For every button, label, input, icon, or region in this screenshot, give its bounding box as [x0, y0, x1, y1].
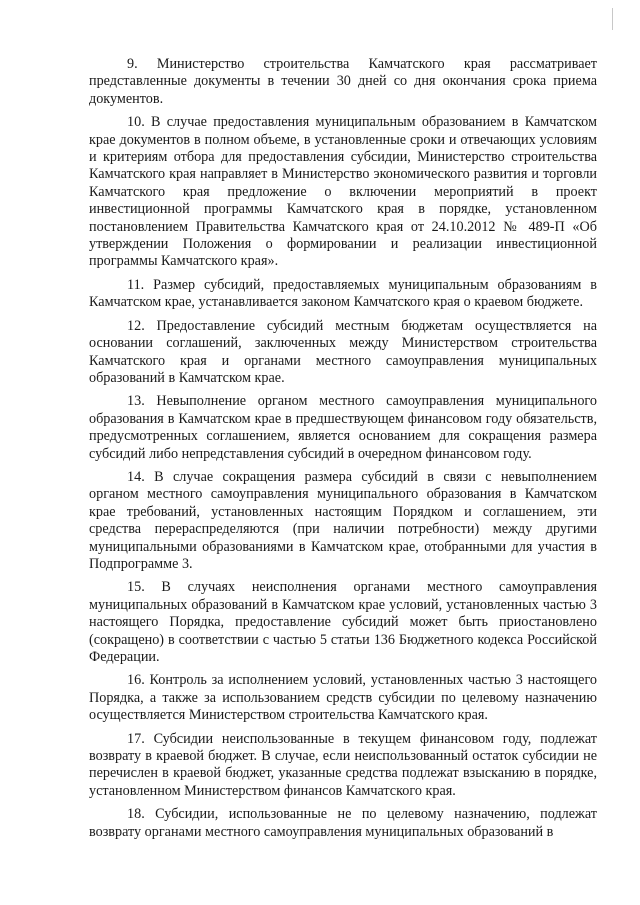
paragraph-16: 16. Контроль за исполнением условий, установленных частью 3 настоящего Порядка, а также за использованием средств субсидии по целевому назначению осуществляется Министерством строительства Камчатского края.	[89, 672, 597, 724]
paragraph-14: 14. В случае сокращения размера субсидий в связи с невыполнением органом местного самоуправления муниципального образования в Камчатском крае требований, установленных настоящим Порядком и соглашением, эти средства перераспределяются (при наличии потребности) между другими муниципальными образованиями в Камчатском крае, отобранными для участия в Подпрограмме 3.	[89, 468, 597, 572]
document-body	[89, 56, 597, 847]
paragraph-9: 9. Министерство строительства Камчатского края рассматривает представленные документы в течении 30 дней со дня окончания срока приема документов.	[89, 56, 597, 107]
paragraph-18: 18. Субсидии, использованные не по целевому назначению, подлежат возврату органами местного самоуправления муниципальных образований в	[89, 806, 597, 840]
scan-mark	[612, 8, 613, 30]
paragraph-10: 10. В случае предоставления муниципальным образованием в Камчатском крае документов в полном объеме, в установленные сроки и отвечающих условиям и критериям отбора для предоставления субсидии, Министерство строительства Камчатского края направляет в Министерство экономического развития и торговли Камчатского края предложение о включении мероприятий в проект инвестиционной программы Камчатского края в порядке, установленном постановлением Правительства Камчатского края от 24.10.2012 № 489-П «Об утверждении Положения о формировании и реализации инвестиционной программы Камчатского края».	[89, 114, 597, 270]
paragraph-12: 12. Предоставление субсидий местным бюджетам осуществляется на основании соглашений, заключенных между Министерством строительства Камчатского края и органами местного самоуправления муниципальных образований в Камчатском крае.	[89, 317, 597, 386]
paragraph-13: 13. Невыполнение органом местного самоуправления муниципального образования в Камчатском крае в предшествующем финансовом году обязательств, предусмотренных соглашением, является основанием для сокращения размера субсидий либо непредставления субсидий в очередном финансовом году.	[89, 393, 597, 462]
paragraph-17: 17. Субсидии неиспользованные в текущем финансовом году, подлежат возврату в краевой бюджет. В случае, если неиспользованный остаток субсидии не перечислен в краевой бюджет, указанные средства подлежат взысканию в порядке, установленном Министерством финансов Камчатского края.	[89, 730, 597, 799]
paragraph-11: 11. Размер субсидий, предоставляемых муниципальным образованиям в Камчатском крае, устанавливается законом Камчатского края о краевом бюджете.	[89, 276, 597, 311]
paragraph-15: 15. В случаях неисполнения органами местного самоуправления муниципальных образований в Камчатском крае условий, установленных частью 3 настоящего Порядка, предоставление субсидий может быть приостановлено (сокращено) в соответствии с частью 5 статьи 136 Бюджетного кодекса Российской Федерации.	[89, 579, 597, 665]
